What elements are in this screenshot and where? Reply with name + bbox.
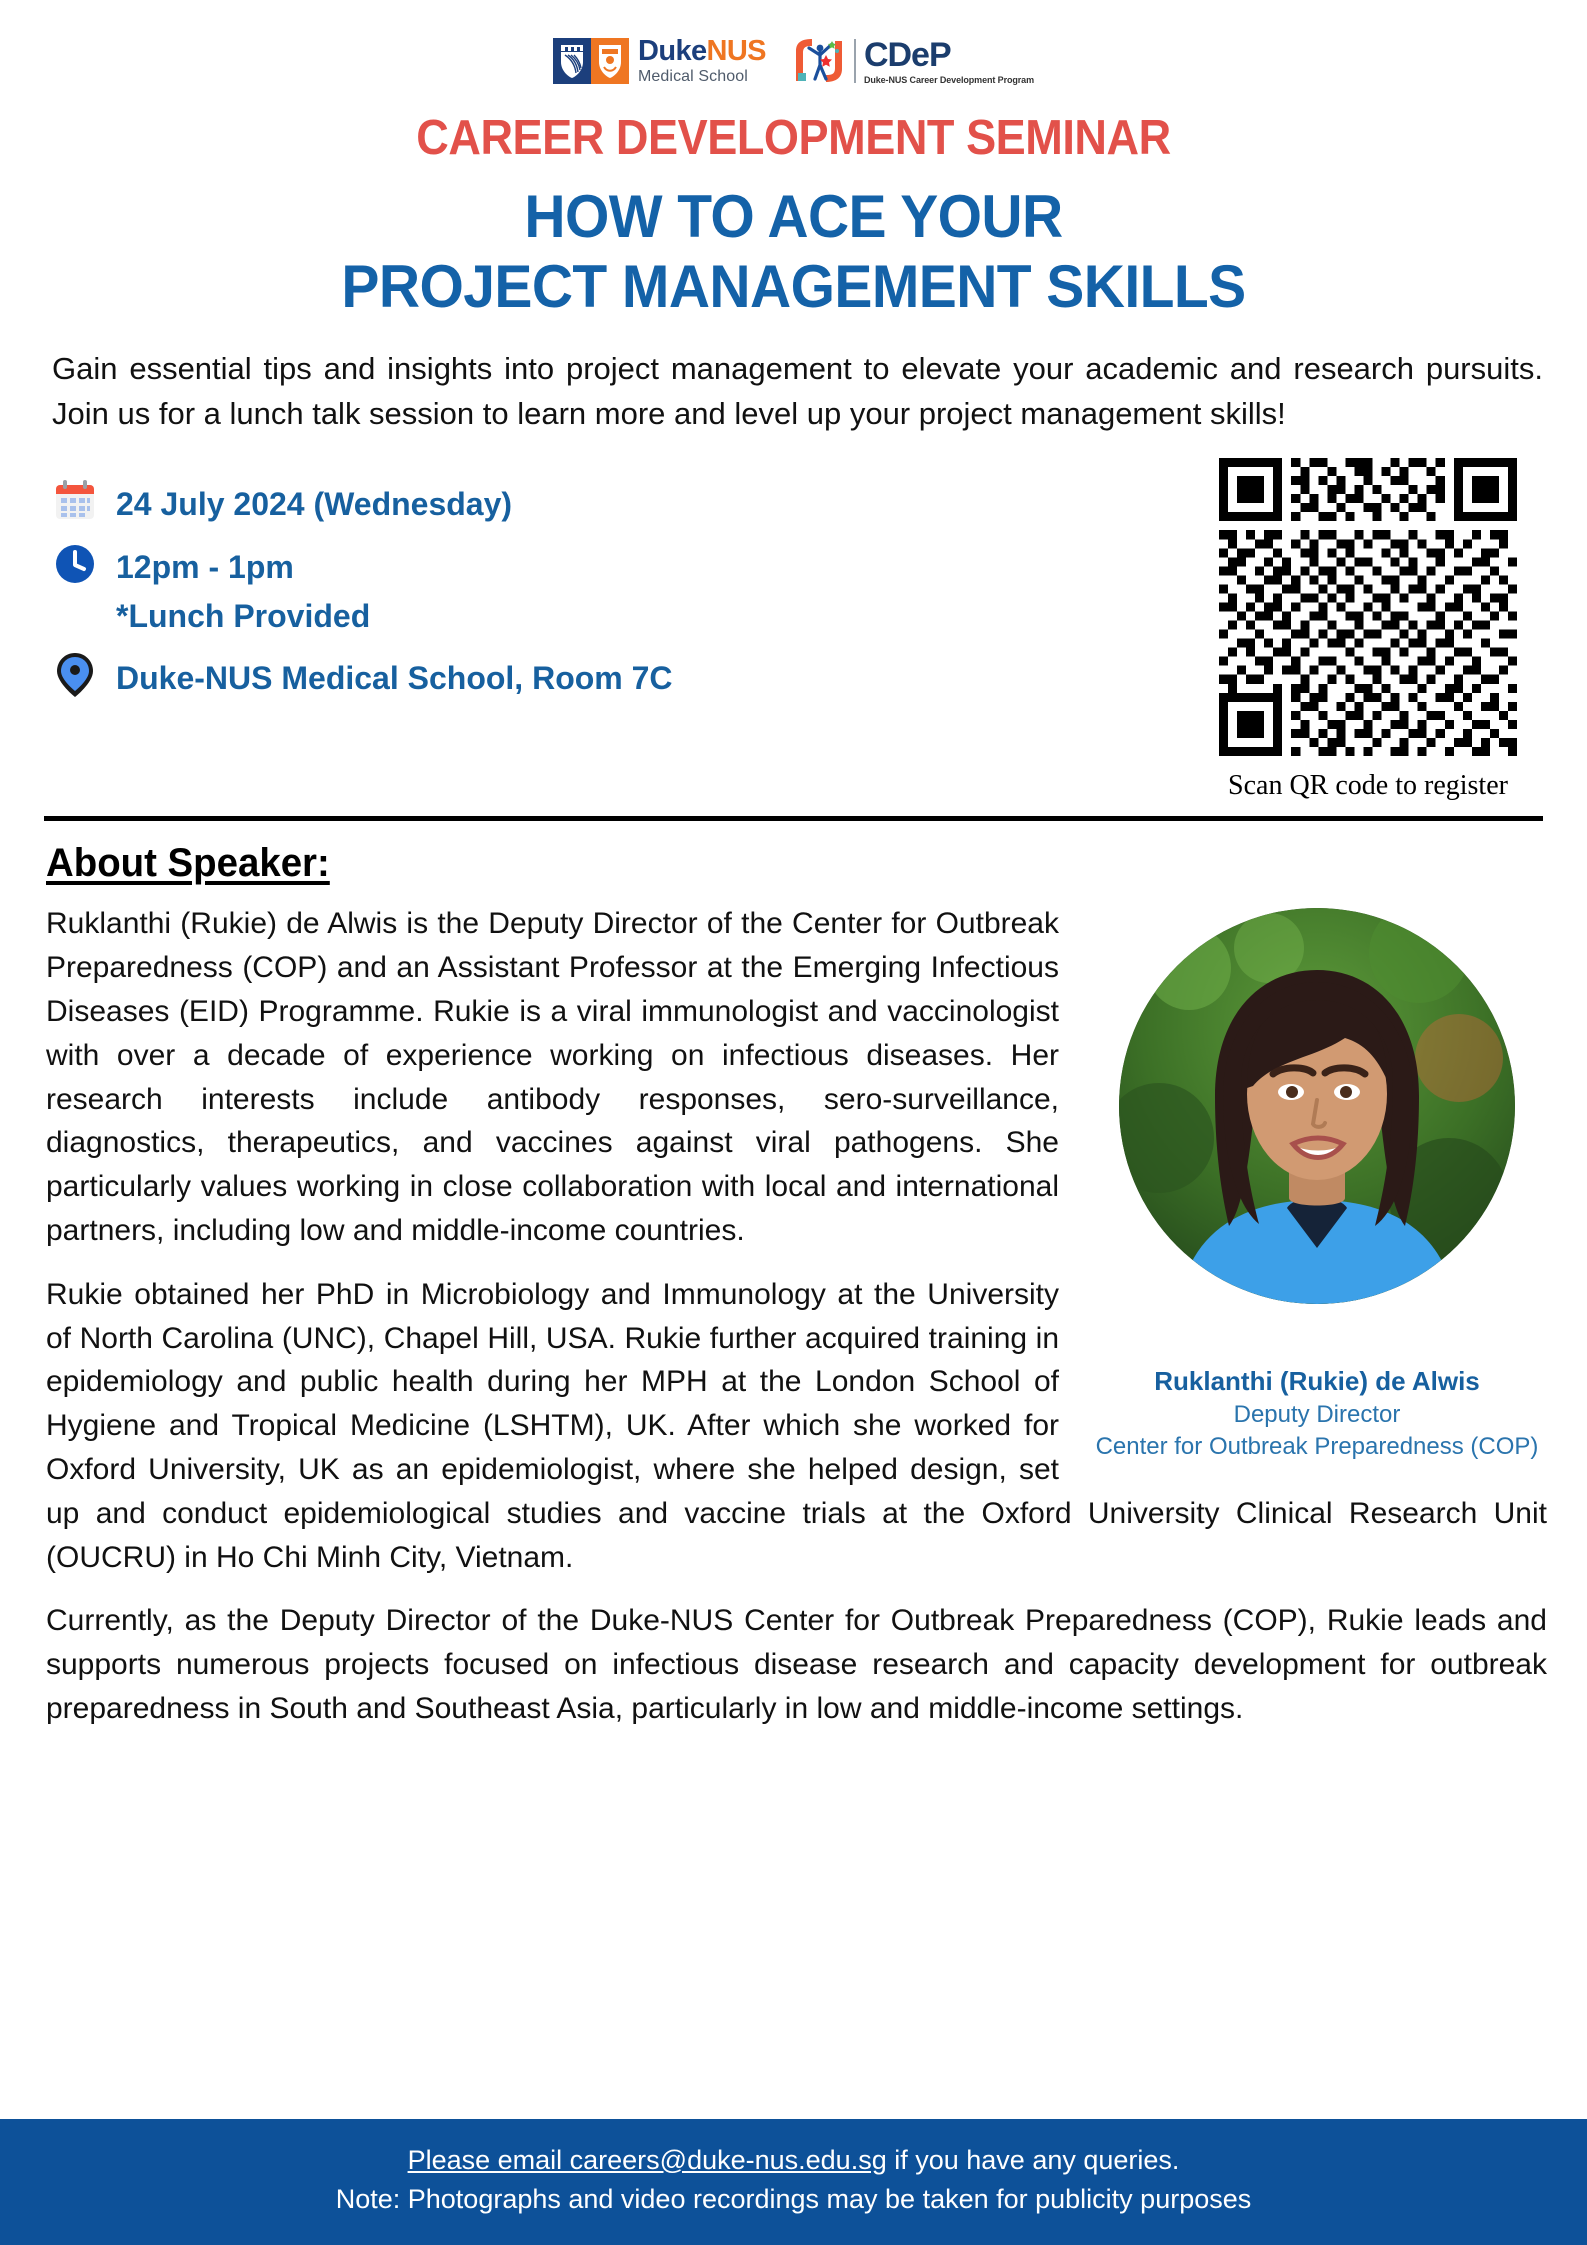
detail-row-date xyxy=(52,478,1183,526)
cdep-wordmark xyxy=(863,35,1034,85)
detail-time-value: 12pm - 1pm xyxy=(116,548,294,585)
qr-block xyxy=(1193,458,1543,802)
footer-line-1 xyxy=(0,2141,1587,2180)
footer-email-link[interactable]: Please email careers@duke-nus.edu.sg xyxy=(407,2144,887,2175)
detail-lunch-note: *Lunch Provided xyxy=(116,597,371,634)
page-title-line2: PROJECT MANAGEMENT SKILLS xyxy=(341,252,1246,320)
avatar xyxy=(1119,908,1515,1304)
seminar-kicker: CAREER DEVELOPMENT SEMINAR xyxy=(416,111,1171,165)
detail-date-text: 24 July 2024 (Wednesday) xyxy=(116,486,513,523)
cdep-logo xyxy=(792,35,1034,87)
detail-time-text xyxy=(116,541,370,638)
page-title xyxy=(40,182,1548,321)
logo-bar xyxy=(0,0,1587,96)
dukenus-word-sub: Medical School xyxy=(637,68,748,85)
speaker-portrait xyxy=(1119,908,1515,1304)
section-divider xyxy=(44,816,1543,821)
speaker-org: Center for Outbreak Preparedness (COP) xyxy=(1095,1433,1539,1461)
footer-line-2: Note: Photographs and video recordings may be taken for publicity purposes xyxy=(335,2183,1252,2214)
bio-paragraph-3: Currently, as the Deputy Director of the Duke-NUS Center for Outbreak Preparedness (COP), Rukie leads and supports numerous projects focused on infectious disease research and capacity development for outbreak preparedness in South and Southeast Asia, particularly in low and middle-income settings. xyxy=(46,1604,1547,1725)
detail-row-time xyxy=(52,541,1183,638)
detail-row-venue xyxy=(52,652,1183,700)
speaker-card xyxy=(1087,908,1547,1461)
intro-paragraph: Gain essential tips and insights into project management to elevate your academic and research pursuits. Join us for a lunch talk session to learn more and level up your project management skills! xyxy=(52,351,1543,431)
event-details-list xyxy=(52,458,1183,802)
footer-line-1-tail: if you have any queries. xyxy=(886,2144,1180,2175)
speaker-role: Deputy Director xyxy=(1233,1401,1401,1429)
dukenus-word-nus: NUS xyxy=(706,35,766,67)
clock-icon xyxy=(52,541,98,587)
dukenus-logo xyxy=(553,37,766,85)
bio-paragraph-1: Ruklanthi (Rukie) de Alwis is the Deputy Director of the Center for Outbreak Preparedness (COP) and an Assistant Professor at the Emerging Infectious Diseases (EID) Programme. Rukie is a viral immunologist and vaccinologist with over a decade of experience working on infectious diseases. Her research interests include antibody responses, sero-surveillance, diagnostics, therapeutics, and vaccines against viral pathogens. She particularly values working in close collaboration with local and international partners, including low and middle-income countries. xyxy=(46,907,1059,1248)
bio-paragraph-2: Rukie obtained her PhD in Microbiology and Immunology at the University of North Carolina (UNC), Chapel Hill, USA. Rukie further acquired training in epidemiology and public health during her MPH at the London School of Hygiene and Tropical Medicine (LSHTM), UK. After which she worked for Oxford University, UK as an epidemiologist, where she helped design, set up and conduct epidemiological studies and vaccine trials at the Oxford University Clinical Research Unit (OUCRU) in Ho Chi Minh City, Vietnam. xyxy=(46,1277,1547,1574)
bio-section xyxy=(0,902,1587,1750)
detail-venue-text: Duke-NUS Medical School, Room 7C xyxy=(116,660,673,696)
cdep-word-top: CDeP xyxy=(863,35,951,74)
cdep-divider xyxy=(854,39,856,83)
dukenus-word-duke: Duke xyxy=(637,35,707,67)
qr-caption: Scan QR code to register xyxy=(1228,770,1508,802)
cdep-word-sub: Duke-NUS Career Development Program xyxy=(863,74,1034,85)
footer xyxy=(0,2119,1587,2245)
dukenus-shield-icon xyxy=(553,38,629,84)
about-speaker-heading: About Speaker: xyxy=(46,841,330,886)
calendar-icon xyxy=(52,478,98,524)
location-pin-icon xyxy=(52,652,98,698)
qr-code[interactable] xyxy=(1208,458,1528,756)
speaker-name: Ruklanthi (Rukie) de Alwis xyxy=(1154,1366,1480,1397)
cdep-figure-icon xyxy=(792,35,846,87)
dukenus-wordmark xyxy=(638,37,766,85)
page-title-line1: HOW TO ACE YOUR xyxy=(524,183,1063,250)
event-details-section xyxy=(0,458,1587,802)
duke-chapel-icon xyxy=(558,43,586,79)
nus-crest-icon xyxy=(596,43,624,79)
